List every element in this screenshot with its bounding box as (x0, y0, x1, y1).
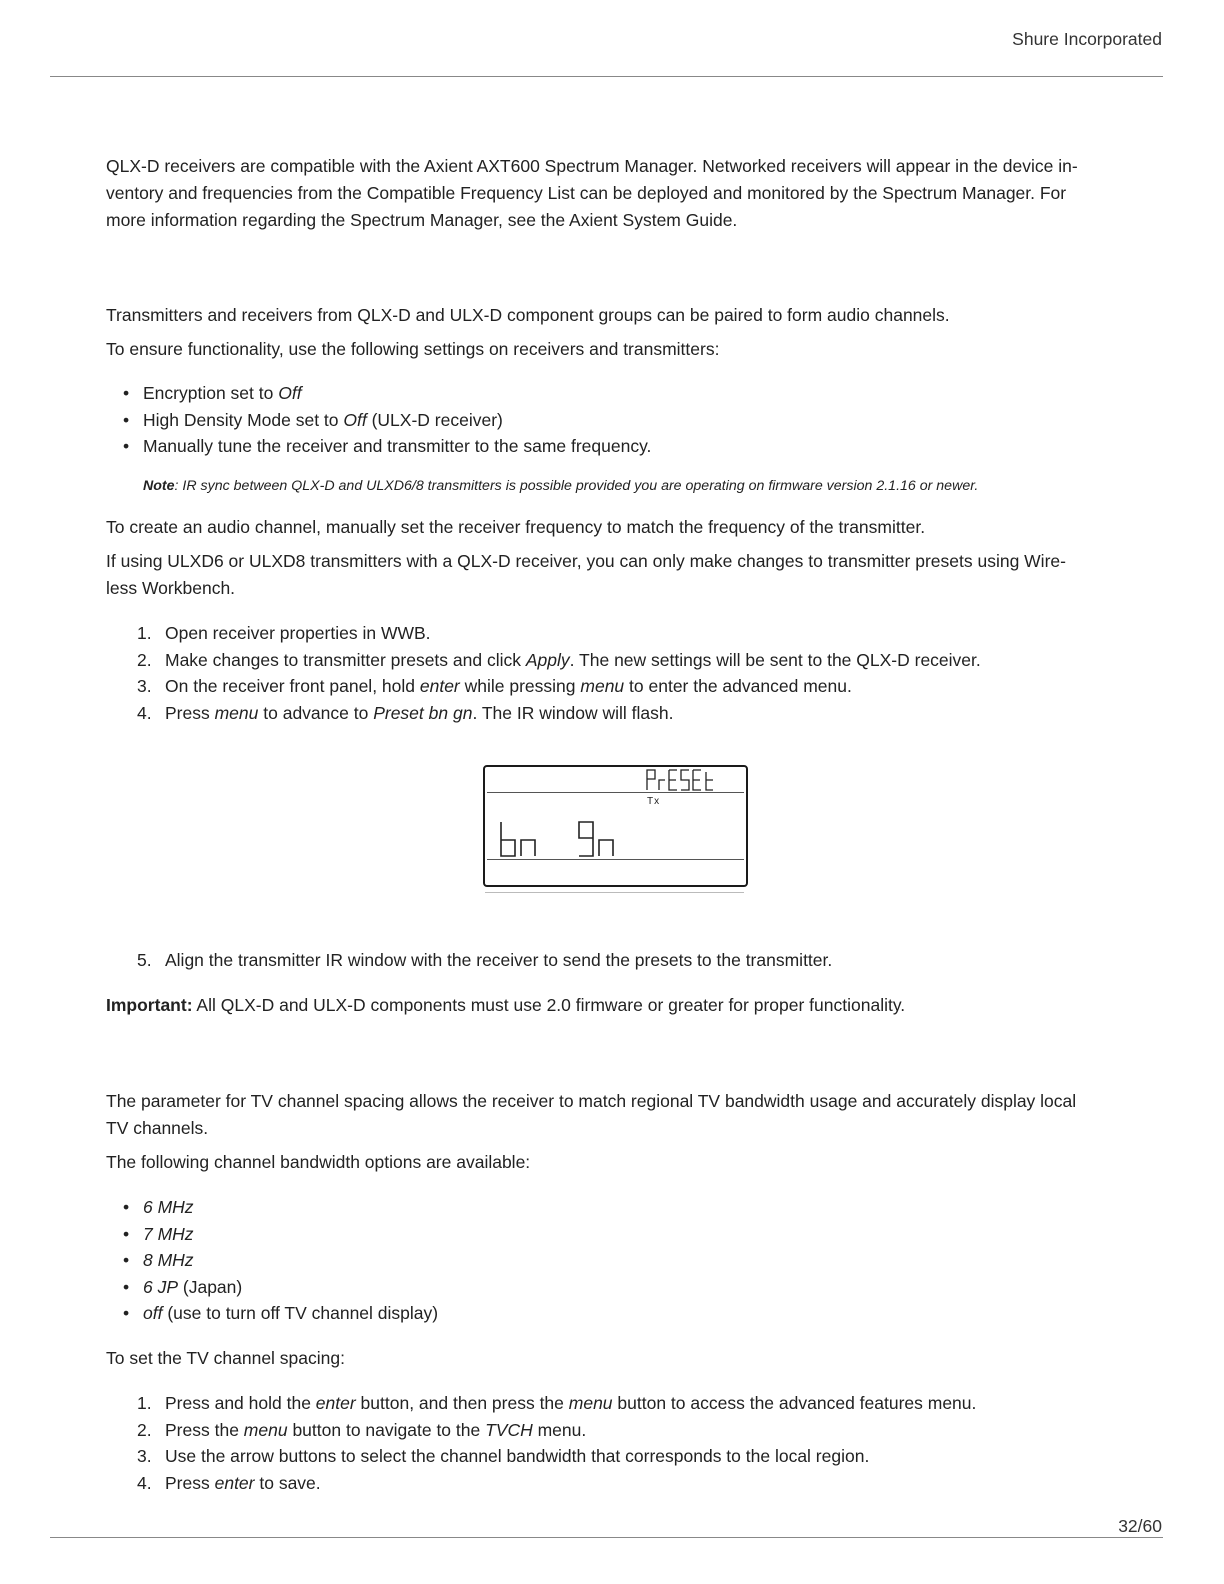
bandwidth-options-list (106, 1194, 1106, 1327)
list-item: 1. Open receiver properties in WWB. (106, 620, 1106, 647)
create-channel-text: To create an audio channel, manually set the receiver frequency to match the frequency of the transmitter. (106, 517, 926, 537)
list-item: 4. Press enter to save. (106, 1470, 1106, 1497)
bullet-marker: • (123, 409, 130, 430)
pairing-intro: Transmitters and receivers from QLX-D and ULX-D component groups can be paired to form audio channels. (106, 305, 950, 325)
ir-sync-note: Note: IR sync between QLX-D and ULXD6/8 transmitters is possible provided you are operating on firmware version 2.1.16 or newer. (143, 478, 979, 494)
step-number: 4. (137, 1472, 152, 1493)
step-number: 1. (137, 623, 152, 643)
preset-step-5 (106, 947, 1106, 974)
spectrum-line: ventory and frequencies from the Compatible Frequency List can be deployed and monitored by the Spectrum Manager. For (106, 183, 1067, 203)
list-item: 2. Make changes to transmitter presets and click Apply. The new settings will be sent to the QLX-D receiver. (106, 647, 1106, 674)
list-item: 2. Press the menu button to navigate to the TVCH menu. (106, 1417, 1106, 1444)
spectrum-line: QLX-D receivers are compatible with the Axient AXT600 Spectrum Manager. Networked receivers will appear in the device in- (106, 156, 1078, 176)
ulxd-line: If using ULXD6 or ULXD8 transmitters with a QLX-D receiver, you can only make changes to transmitter presets using Wire- (106, 551, 1066, 571)
list-item: • 7 MHz (106, 1221, 1106, 1248)
step-number: 4. (137, 702, 152, 723)
bullet-marker: • (123, 1223, 130, 1244)
list-item: 5. Align the transmitter IR window with the receiver to send the presets to the transmitter. (106, 947, 1106, 974)
list-item: • 6 JP (Japan) (106, 1274, 1106, 1301)
page-number: 32/60 (1118, 1516, 1162, 1536)
step-number: 2. (137, 649, 152, 670)
list-item: 3. Use the arrow buttons to select the channel bandwidth that corresponds to the local region. (106, 1443, 1106, 1470)
tv-intro-line: TV channels. (106, 1118, 209, 1138)
bullet-marker: • (123, 1303, 130, 1324)
bullet-marker: • (123, 1250, 130, 1271)
header-company: Shure Incorporated (1012, 29, 1162, 49)
lcd-display (483, 765, 748, 887)
ulxd-line: less Workbench. (106, 578, 236, 598)
bullet-marker: • (123, 383, 130, 403)
list-item: • Encryption set to Off (106, 380, 1106, 407)
list-item: 4. Press menu to advance to Preset bn gn. The IR window will flash. (106, 700, 1106, 727)
set-tv-spacing-intro: To set the TV channel spacing: (106, 1348, 345, 1368)
spectrum-paragraph (106, 153, 1106, 234)
list-item: • off (use to turn off TV channel display) (106, 1300, 1106, 1327)
step-number: 5. (137, 950, 152, 970)
preset-steps-list (106, 620, 1106, 726)
important-notice: Important: All QLX-D and ULX-D components must use 2.0 firmware or greater for proper functionality. (106, 995, 906, 1015)
list-item: 3. On the receiver front panel, hold enter while pressing menu to enter the advanced menu. (106, 673, 1106, 700)
receiver-lcd-figure (483, 765, 748, 895)
tv-intro-line: The parameter for TV channel spacing allows the receiver to match regional TV bandwidth usage and accurately display local (106, 1091, 1077, 1111)
list-item: • 6 MHz (106, 1194, 1106, 1221)
lcd-preset-text (645, 767, 720, 795)
spectrum-line: more information regarding the Spectrum Manager, see the Axient System Guide. (106, 210, 738, 230)
list-item: • Manually tune the receiver and transmitter to the same frequency. (106, 433, 1106, 460)
step-number: 1. (137, 1393, 152, 1413)
note-label: Note (143, 478, 175, 494)
step-number: 3. (137, 1446, 152, 1467)
ulxd-paragraph (106, 548, 1106, 602)
bullet-marker: • (123, 1197, 130, 1217)
lcd-main-text (497, 820, 615, 862)
settings-intro: To ensure functionality, use the following settings on receivers and transmitters: (106, 339, 720, 359)
list-item: • 8 MHz (106, 1247, 1106, 1274)
step-number: 2. (137, 1419, 152, 1440)
figure-underline (485, 892, 744, 893)
tv-intro-paragraph (106, 1088, 1106, 1142)
list-item: • High Density Mode set to Off (ULX-D receiver) (106, 407, 1106, 434)
settings-list (106, 380, 1106, 460)
footer-rule (50, 1537, 1163, 1538)
important-label: Important: (106, 995, 193, 1015)
tv-steps-list (106, 1390, 1106, 1496)
header-rule (50, 76, 1163, 77)
bullet-marker: • (123, 436, 130, 457)
step-number: 3. (137, 676, 152, 697)
bullet-marker: • (123, 1276, 130, 1297)
options-intro: The following channel bandwidth options are available: (106, 1152, 531, 1172)
lcd-tx-label: Tx (647, 796, 661, 807)
list-item: 1. Press and hold the enter button, and then press the menu button to access the advanced features menu. (106, 1390, 1106, 1417)
